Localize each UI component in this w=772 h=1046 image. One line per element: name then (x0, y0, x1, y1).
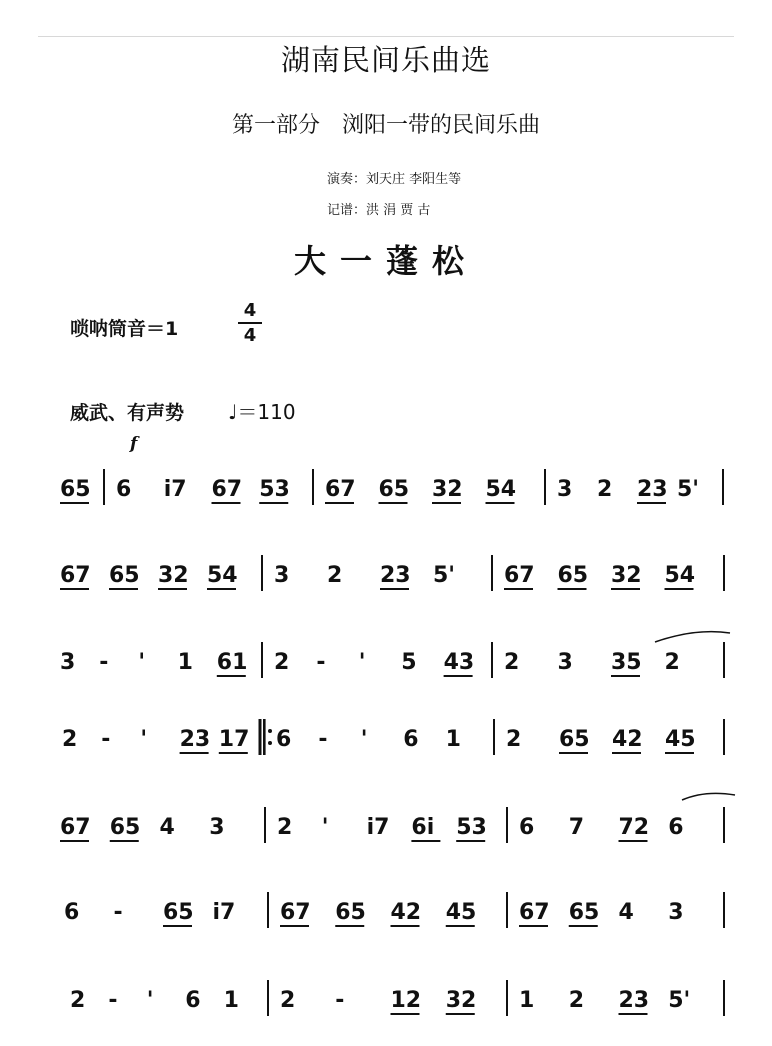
book-title: 湖南民间乐曲选 (280, 43, 491, 77)
note-group: - (318, 727, 328, 752)
note-group: 67 (60, 563, 91, 588)
note-group: 6 (668, 815, 684, 840)
note-group: 2 (277, 815, 293, 840)
note-group: 2 (62, 727, 78, 752)
note-group: 23 (637, 477, 668, 502)
note-group: ' (146, 988, 154, 1013)
note-group: 17 (218, 727, 250, 752)
note-group: 5' (668, 988, 691, 1013)
note-group: 54 (664, 563, 696, 588)
time-signature-bottom: 4 (243, 325, 257, 346)
transcribers-credit: 记谱：洪 涓 贾 古 (327, 203, 431, 218)
note-group: 1 (223, 988, 239, 1013)
note-group: 5' (433, 563, 456, 588)
note-group: 32 (158, 563, 189, 588)
note-group: 2 (327, 563, 343, 588)
note-group: 3 (557, 650, 573, 675)
note-group: 3 (209, 815, 225, 840)
note-group: ' (321, 815, 329, 840)
note-group: 23 (380, 563, 411, 588)
note-group: 2 (568, 988, 585, 1013)
note-group: 42 (390, 900, 422, 925)
note-group: 3 (557, 477, 573, 502)
note-group: 53 (259, 477, 290, 502)
note-group: 4 (159, 815, 175, 840)
note-group: i7 (366, 815, 390, 840)
note-group: 6 (185, 988, 201, 1013)
performers-credit: 演奏：刘天庄 李阳生等 (327, 172, 462, 187)
note-group: 67 (504, 563, 535, 588)
note-group: 65 (163, 900, 194, 925)
tuning-label: 唢呐筒音＝1 (70, 318, 179, 340)
note-group: 65 (559, 727, 590, 752)
note-group: 2 (504, 650, 520, 675)
note-group: 53 (456, 815, 487, 840)
note-group: 32 (611, 563, 642, 588)
note-group: 72 (618, 815, 650, 840)
note-group: 42 (612, 727, 643, 752)
note-group: 3 (60, 650, 76, 675)
dynamic-marking: f (130, 434, 138, 454)
time-signature-top: 4 (243, 300, 257, 321)
note-group: - (101, 727, 111, 752)
song-title: 大一蓬松 (293, 242, 478, 280)
note-group: 61 (216, 650, 248, 675)
note-group: ' (360, 727, 368, 752)
note-group: 45 (665, 727, 696, 752)
tempo-marking: ♩＝110 (228, 400, 296, 424)
note-group: 65 (557, 563, 589, 588)
repeat-dot (268, 729, 272, 733)
note-group: 6 (116, 477, 132, 502)
note-group: 43 (443, 650, 475, 675)
note-group: ' (140, 727, 148, 752)
note-group: i7 (163, 477, 187, 502)
note-group: 67 (519, 900, 550, 925)
note-group: 54 (207, 563, 238, 588)
note-group: 6 (519, 815, 535, 840)
note-group: 67 (280, 900, 311, 925)
note-group: 7 (568, 815, 585, 840)
note-group: i7 (212, 900, 236, 925)
note-group: 65 (60, 477, 91, 502)
note-group: 1 (445, 727, 461, 752)
note-group: 1 (177, 650, 193, 675)
note-group: 6 (403, 727, 419, 752)
note-group: 65 (568, 900, 600, 925)
note-group: 35 (611, 650, 642, 675)
note-group: 2 (664, 650, 680, 675)
note-group: 67 (60, 815, 91, 840)
note-group: 67 (211, 477, 243, 502)
note-group: 6 (276, 727, 292, 752)
note-group: - (108, 988, 118, 1013)
note-group: 3 (274, 563, 290, 588)
note-group: 12 (390, 988, 422, 1013)
note-group: 1 (519, 988, 535, 1013)
note-group: 54 (485, 477, 517, 502)
note-group: 2 (597, 477, 613, 502)
note-group: 67 (325, 477, 356, 502)
note-group: ' (138, 650, 146, 675)
slur-arc (682, 793, 735, 800)
note-group: 23 (179, 727, 211, 752)
slur-arc (655, 632, 730, 642)
note-group: 32 (432, 477, 463, 502)
note-group: 65 (109, 563, 140, 588)
note-group: - (99, 650, 109, 675)
note-group: 2 (280, 988, 296, 1013)
note-group: 2 (70, 988, 86, 1013)
note-group: 23 (618, 988, 650, 1013)
note-group: 65 (335, 900, 366, 925)
note-group: 3 (668, 900, 684, 925)
note-group: 32 (445, 988, 477, 1013)
note-group: 65 (109, 815, 141, 840)
note-group: 4 (618, 900, 634, 925)
note-group: - (335, 988, 345, 1013)
part-title: 第一部分 浏阳一带的民间乐曲 (231, 113, 540, 138)
expression-marking: 威武、有声势 (70, 402, 185, 424)
note-group: 5 (401, 650, 417, 675)
note-group: 5' (677, 477, 700, 502)
note-group: 6i (411, 815, 435, 840)
note-group: - (113, 900, 123, 925)
note-group: - (316, 650, 326, 675)
note-group: 6 (64, 900, 80, 925)
note-group: 2 (274, 650, 290, 675)
note-group: 45 (445, 900, 477, 925)
note-group: 65 (378, 477, 410, 502)
repeat-dot (268, 741, 272, 745)
note-group: ' (358, 650, 366, 675)
note-group: 2 (506, 727, 522, 752)
